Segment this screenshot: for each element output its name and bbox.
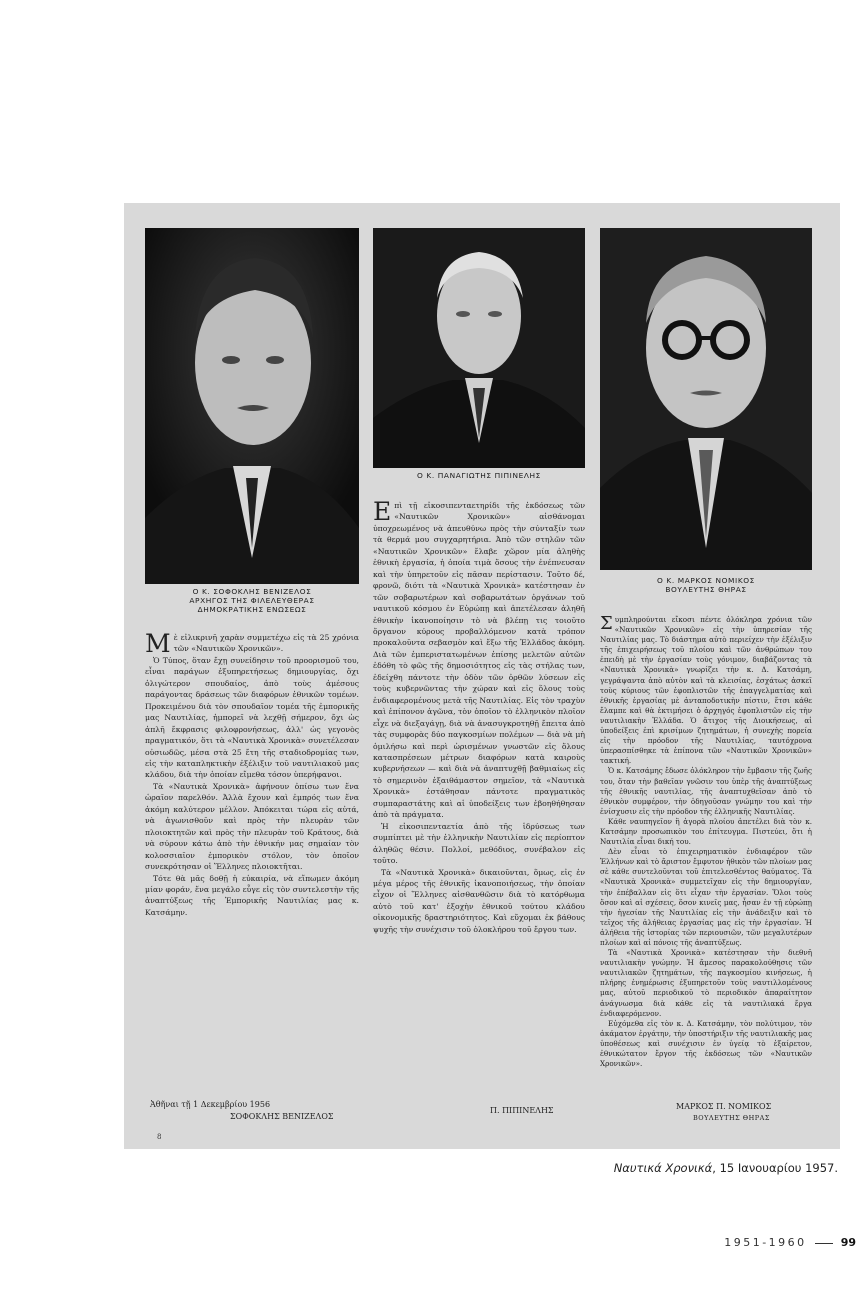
paragraph: Τὰ «Ναυτικὰ Χρονικὰ» ἀφήνουν ὀπίσω των ἕνα ὡραῖον παρελθόν. Ἀλλὰ ἔχουν καὶ ἐμπρός των ἕνα ἀκόμη καλύτερον μέλλον. Ἀπόκειται τώρα εἰς αὐτά, νὰ ἀγωνισθοῦν καὶ πρὸς τὴν πλευρὰν τῶν πλοιοκτητῶν καὶ πρὸς τὴν πλευρὰν τοῦ Κράτους, διὰ νὰ σύρουν κάτω ἀπὸ τὴν ἐθνικήν μας σημαίαν τὸν κολοσσιαῖον ἐμπορικὸν στόλον, τὸν ὁποῖον συνεκρότησαν οἱ Ἕλληνες πλοιοκτῆται. [145,781,359,872]
footer-dash [815,1243,833,1244]
paragraph: Μὲ εἰλικρινῆ χαρὰν συμμετέχω εἰς τὰ 25 χρόνια τῶν «Ναυτικῶν Χρονικῶν». [145,632,359,658]
caption-left: Ο Κ. ΣΟΦΟΚΛΗΣ ΒΕΝΙΖΕΛΟΣ ΑΡΧΗΓΟΣ ΤΗΣ ΦΙΛΕΛΕΥΘΕΡΑΣ ΔΗΜΟΚΡΑΤΙΚΗΣ ΕΝΩΣΕΩΣ [189,587,315,614]
signature-nomikos-title: ΒΟΥΛΕΥΤΗΣ ΘΗΡΑΣ [693,1114,770,1122]
portrait-photo-nomikos [600,228,812,570]
article-column-right [600,615,812,1099]
caption-middle: Ο Κ. ΠΑΝΑΓΙΩΤΗΣ ΠΙΠΙΝΕΛΗΣ [417,471,541,480]
paragraph: Τότε θὰ μᾶς δοθῇ ἡ εὐκαιρία, νὰ εἴπωμεν ἀκόμη μίαν φοράν, ἕνα μεγάλο εὖγε εἰς τὸν συντελεστὴν τῆς ἀναπτύξεως τῆς Ἐμπορικῆς Ναυτιλίας μας κ. Κατσάμην. [145,873,359,917]
signature-pipinelis: Π. ΠΙΠΙΝΕΛΗΣ [490,1106,554,1115]
publication-date: , 15 Ιανουαρίου 1957. [712,1161,838,1175]
paragraph: Τὰ «Ναυτικὰ Χρονικὰ» δικαιοῦνται, ὅμως, εἰς ἐν μέγα μέρος τῆς ἐθνικῆς ἱκανοποιήσεως, τὴν ὁποίαν εἶχον οἱ Ἕλληνες αἰσθανθῶσιν διὰ τὸ κατόρθωμα αὐτὸ τοῦ κατ' ἐξοχὴν ἐθνικοῦ τούτου κλάδου οἰκονομικῆς δραστηριότητος. Καὶ εὔχομαι ἐκ βάθους ψυχῆς τὴν συνέχισιν τοῦ ὁλοκλήρου τοῦ ἔργου των. [373,867,585,934]
scan-page-number: 8 [157,1133,162,1141]
paragraph: Κάθε ναυπηγεῖον ἢ ἀγορὰ πλοίου ἀπετέλει διὰ τὸν κ. Κατσάμην προσωπικὸν του ἐπίτευγμα. Πιστεύει, ὅτι ἡ Ναυτιλία εἶναι δική του. [600,816,812,847]
portrait-photo-pipinelis [373,228,585,468]
paragraph: Ὁ κ. Κατσάμης ἔδωσε ὁλόκληρον τὴν ἔμβασιν τῆς ζωῆς του, ὅταν τὴν βαθεῖαν γνῶσιν του ὑπὲρ τῆς ἀναπτύξεως τῆς ἐθνικῆς ναυτιλίας, τῆς ἀναπτυχθεῖσαν ἀπὸ τὸ ἐθνικὸν συμφέρον, τὴν ὁδηγοῦσαν γνώμην του καὶ τὴν ἐνίσχυσιν εἰς τὴν πρόοδον τῆς ἑλληνικῆς Ναυτιλίας. [600,766,812,816]
portrait-photo-venizelos [145,228,359,584]
letter-date: Ἀθῆναι τῇ 1 Δεκεμβρίου 1956 [150,1100,271,1109]
image-caption [600,1161,838,1175]
paragraph: Τὰ «Ναυτικὰ Χρονικὰ» κατέστησαν τὴν διεθνῆ ναυτιλιακὴν γνώμην. Ἡ ἄμεσος παρακολούθησις τῶν ναυτιλιακῶν ζητημάτων, τῆς παγκοσμίου κινήσεως, ἡ πλήρης ἐνημέρωσις ἐξυπηρετοῦν τοὺς ναυτιλλομένους μας, αὐτοῦ περιοδικοῦ τὸ περιοδικὸν ἀπαραίτητον ἀνάγνωσμα διὰ κάθε εἰς τὰ ναυτιλιακά ἔργα ἐνδιαφερόμενον. [600,948,812,1018]
drop-cap: Σ [600,615,613,634]
paragraph: Εὐχόμεθα εἰς τὸν κ. Δ. Κατσάμην, τὸν πολύτιμον, τὸν ἀκάματον ἐργάτην, τὴν ὑποστήριξιν τῆς ναυτιλιακῆς μας ὑποθέσεως καὶ συνέχισιν ἐν ὑγείᾳ τὸ ἐξαίρετον, ἐθνικώτατον ἔργον τῆς ἐκδόσεως τῶν «Ναυτικῶν Χρονικῶν». [600,1018,812,1069]
paragraph: Ὁ Τύπος, ὅταν ἔχῃ συνείδησιν τοῦ προορισμοῦ του, εἶναι παράγων ἐξυπηρετήσεως δημιουργίας, ὄχι ὀλιγώτερον σπουδαίος, ἀπὸ τοὺς ἁμέσους παράγοντας δράσεως τῶν διαφόρων ἐθνικῶν τομέων. Προκειμένου διὰ τὸν σπουδαῖον τομέα τῆς ἐμπορικῆς μας Ναυτιλίας, ἠμπορεῖ νὰ λεχθῇ σήμερον, ὄχι ὡς ἁπλῆ ἔκφρασις φιλοφρονήσεως, ἀλλ' ὡς γεγονὸς πραγματικόν, ὅτι τὰ «Ναυτικὰ Χρονικὰ» συνετέλεσαν οὐσιωδῶς, μέσα στὰ 25 ἔτη τῆς σταδιοδρομίας των, εἰς τὴν καταπληκτικὴν ἐξέλιξιν τοῦ ναυτιλιακοῦ μας κλάδου, διὰ τὴν ὁποίαν εἴμεθα τόσον ὑπερήφανοι. [145,655,359,780]
signature-nomikos: ΜΑΡΚΟΣ Π. ΝΟΜΙΚΟΣ [676,1102,772,1111]
publication-name: Ναυτικά Χρονικά [613,1161,713,1175]
drop-cap: Μ [145,632,171,658]
paragraph: Επὶ τῇ εἰκοσιπενταετηρίδι τῆς ἐκδόσεως τῶν «Ναυτικῶν Χρονικῶν» αἰσθάνομαι ὑποχρεωμένος νὰ ἀπευθύνω πρὸς τὴν σύνταξίν των τὰ θερμά μου συγχαρητήρια. Ἀπὸ τῶν στηλῶν τῶν «Ναυτικῶν Χρονικῶν» ἔλαβε χῶρον μία ἀληθὴς ἐθνικὴ ἐργασία, ἡ ὁποία τιμὰ ὅσους τὴν ἐνέπνευσαν καὶ τὴν ὑπηρετοῦν εἰς πᾶσαν περίστασιν. Τοῦτο δέ, φρονῶ, διότι τὰ «Ναυτικὰ Χρονικὰ» κατέστησαν ἐν τῶν σοβαρωτέρων καὶ σοβαρωτάτων ὀργάνων τοῦ ναυτικοῦ κόσμου ἐν Εὐρώπῃ καὶ ἀπετέλεσαν ἀληθῆ ἐθνικὴν ἱκανοποίησιν τὸ νὰ βλέπῃ τις τοιοῦτο ὄργανον κύρους προβαλλόμενον κατὰ τρόπον προκαλοῦντα σεβασμὸν καὶ ἔξω τῆς Ἑλλάδος ἀκόμη. Διὰ τῶν ἐμπεριστατωμένων ἐπίσης μελετῶν αὐτῶν ἐδόθη τὸ φῶς τῆς δημοσιότητος εἰς τὰς στήλας των, ἐδείχθη πάντοτε τὴν ὁδὸν τῶν ὀρθῶν λύσεων εἰς τοὺς κυβερνῶντας τὴν χώραν καὶ εἰς ὅλους τοὺς ἐνδιαφερομένους μετὰ τῆς Ναυτιλίας. Εἰς τὸν τραχὺν καὶ ἐπίπονον ἀγῶνα, τὸν ὁποῖον τὸ ἑλληνικὸν πλοῖον εἶχε νὰ διεξαγάγῃ, διὰ νὰ ἀνασυγκροτηθῇ ἔπειτα ἀπὸ τὰς συμφορὰς δύο παγκοσμίων πολέμων — διὰ νὰ μὴ ὁμιλήσω καὶ περὶ ὡρισμένων γνωστῶν εἰς ὅλους κατασπρέσεων μέτρων διαφόρων κατὰ καιροὺς κυβερνήσεων — καὶ διὰ νὰ ἀναπτυχθῇ βαθμιαίως εἰς τὸ σημερινὸν ἐξαιθάμαστον σημεῖον, τὰ «Ναυτικὰ Χρονικὰ» ἐστάθησαν πάντοτε πραγματικὸς συμπαραστάτης καὶ αἱ ὑποδείξεις των ἐβοηθήθησαν ἀπὸ τὰ πράγματα. [373,500,585,820]
footer-page-number: 99 [840,1236,856,1249]
page-footer [724,1236,856,1249]
paragraph: Συμπληρούνται εἴκοσι πέντε ὁλόκληρα χρόνια τῶν «Ναυτικῶν Χρονικῶν» εἰς τὴν ὑπηρεσίαν τῆς Ναυτιλίας μας. Τὸ διάστημα αὐτὸ περιείχεν τὴν ἐξέλιξιν τῆς ἐπιχειρήσεως τοῦ πλοίου καὶ τῶν ἀνθρώπων του ἐπειδὴ μὲ τὴν ἐργασίαν τοὺς γόνιμον, διαβάζοντας τὰ «Ναυτικὰ Χρονικὰ» γνωρίζει τὴν κ. Δ. Κατσάμη, γεγράψαντα ἀπὸ αὐτὸν καὶ τὰ κλεισίας, ἐσχάτως ἀσκεῖ τοὺς κύριους τῶν ἐφοπλιστῶν τῆς ἐπαγγελματίας καὶ ἐθνικῆς ἐργασίας μὲ ἀνταποδοτικὴν πίστιν, ἔτσι κάθε ἔλαμπε καὶ θὰ ἐκτιμήσει ὁ ἀρχηγός ἐφοπλιστῶν εἰς τὴν ναυτιλιακὴν Ἑλλάδα. Ὁ ἄτιχος τῆς Διοικήσεως, αἱ ὑποδείξεις ἐπὶ κρισίμων ζητημάτων, ἡ συνεχὴς πορεία εἰς τὴν πρόοδον τῆς Ναυτιλίας, ταυτόχρονα ὑπερασπίσθηκε τὰ ἐπίπονα τῶν «Ναυτικῶν Χρονικῶν» τακτική. [600,615,812,766]
article-column-middle [373,500,585,1102]
article-column-left [145,632,359,1098]
signature-venizelos: ΣΟΦΟΚΛΗΣ ΒΕΝΙΖΕΛΟΣ [230,1112,334,1121]
caption-right: Ο Κ. ΜΑΡΚΟΣ ΝΟΜΙΚΟΣ ΒΟΥΛΕΥΤΗΣ ΘΗΡΑΣ [657,576,755,594]
footer-year-range: 1951-1960 [724,1236,807,1249]
paragraph: Δὲν εἶναι τὸ ἐπιχειρηματικὸν ἐνδιαφέρον τῶν Ἑλλήνων καὶ τὸ ἄριστον ἔμφυτον ἠθικὸν τῶν πλοίων μας σὲ κάθε συντελοῦνται τοῦ ἐπιτελεσθέντος θαύματος. Τὰ «Ναυτικὰ Χρονικὰ» συμμετεῖχαν εἰς τὴν δημιουργίαν, τὴν ἐπέβαλλαν εἰς ὅτι εἶχαν τὴν ἐργασίαν. Ὅλοι τοὺς ὅσον καὶ αἱ σχέσεις, ὅσον κινεῖς μας, ἦσαν ἐν τῇ εὐρώπῃ τὴν ἡγεσίαν τῆς Ναυτιλίας εἰς τὴν ἀνάδειξιν καὶ τὸ τεῖχος τῆς ἀλήθειας ἐργασίας μας εἰς τὴν ἐργασίαν. Ἡ ἀλήθεια τῆς ἱστορίας τῶν περιουσιῶν, τῶν μεγαλυτέρων πλοίων καὶ αἱ πόνοις τῆς ἀναπτύξεως. [600,847,812,947]
drop-cap: Ε [373,500,392,526]
paragraph: Ἡ εἰκοσιπενταετία ἀπὸ τῆς ἱδρύσεως των συμπίπτει μὲ τὴν ἑλληνικὴν Ναυτιλίαν εἰς περίοπτον ἀληθῶς θέσιν. Πολλοί, μεθόδιος, συνέβαλον εἰς τοῦτο. [373,821,585,866]
